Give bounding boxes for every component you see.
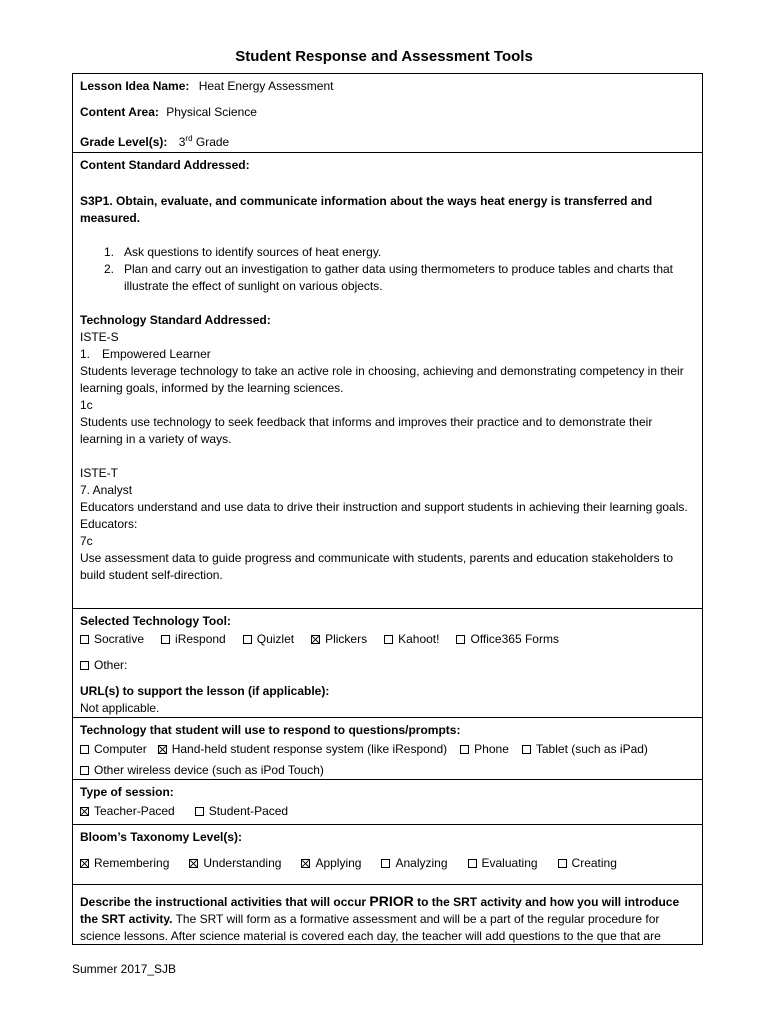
lesson-idea-row (80, 78, 695, 95)
tool-option-other[interactable] (80, 657, 127, 674)
checkbox[interactable] (80, 661, 89, 670)
content-area-row (80, 104, 695, 121)
tool-options (80, 630, 695, 648)
checkbox-checked[interactable] (301, 859, 310, 868)
respond-other-row (80, 758, 695, 779)
checkbox[interactable] (243, 635, 252, 644)
blooms-option-remembering[interactable] (80, 855, 169, 872)
blooms-option-label: Creating (571, 856, 617, 870)
respond-option-label: Tablet (such as iPad) (535, 742, 648, 756)
tool-option-label: Kahoot! (398, 632, 440, 646)
iste-s-label: ISTE-S (80, 330, 119, 344)
analyst-label: 7. Analyst (80, 483, 133, 497)
tool-option-label: Plickers (325, 632, 368, 646)
blooms-cell (73, 825, 702, 885)
tool-option-socrative[interactable] (80, 631, 144, 648)
analyst-desc: Educators understand and use data to drive their instruction and support students in achieving their learning goals. Educators: (80, 500, 688, 531)
checkbox[interactable] (460, 745, 469, 754)
checkbox[interactable] (195, 807, 204, 816)
tech-standard-heading: Technology Standard Addressed: (80, 313, 271, 327)
grade-level-value (179, 135, 230, 149)
blooms-option-understanding[interactable] (189, 855, 281, 872)
blooms-option-creating[interactable] (558, 855, 617, 872)
tool-other-label: Other: (94, 658, 128, 672)
footer-note: Summer 2017_SJB (72, 962, 177, 976)
prior-answer: The SRT will form as a formative assessment and will be a part of the regular procedure for science lessons. After science material is covered each day, the teacher will add questions to the que that are (80, 912, 661, 943)
tool-option-label: Socrative (94, 632, 145, 646)
list-item-text: Plan and carry out an investigation to gather data using thermometers to produce tables and charts that illustrate the effect of sunlight on various objects. (124, 262, 673, 293)
url-heading: URL(s) to support the lesson (if applicable): (80, 684, 330, 698)
tool-option-plickers[interactable] (311, 631, 367, 648)
standards-cell (73, 153, 702, 609)
blooms-heading: Bloom’s Taxonomy Level(s): (80, 830, 243, 844)
session-cell (73, 780, 702, 825)
tool-option-kahoot[interactable] (384, 631, 439, 648)
checkbox[interactable] (80, 745, 89, 754)
respond-option-handheld[interactable] (158, 741, 447, 758)
prior-activities-cell (73, 885, 702, 945)
tool-option-quizlet[interactable] (243, 631, 294, 648)
grade-level-label: Grade Level(s): (80, 135, 168, 149)
checkbox[interactable] (522, 745, 531, 754)
checkbox[interactable] (161, 635, 170, 644)
blooms-option-analyzing[interactable] (381, 855, 447, 872)
respond-option-label: Phone (474, 742, 509, 756)
list-item-text: Ask questions to identify sources of heat energy. (124, 245, 382, 259)
iste-t-label: ISTE-T (80, 466, 118, 480)
respond-option-label: Other wireless device (such as iPod Touch) (94, 763, 324, 777)
blooms-option-label: Applying (315, 856, 362, 870)
checkbox-checked[interactable] (189, 859, 198, 868)
blooms-option-label: Remembering (94, 856, 170, 870)
tool-other-row (80, 657, 695, 674)
blooms-option-label: Analyzing (395, 856, 448, 870)
code-7c: 7c (80, 534, 93, 548)
session-option-label: Student-Paced (208, 804, 289, 818)
respond-option-tablet[interactable] (522, 741, 648, 758)
prior-question-after: to the SRT activity and how you will introduce the SRT activity. (80, 895, 680, 926)
respond-heading: Technology that student will use to respond to questions/prompts: (80, 723, 461, 737)
url-value: Not applicable. (80, 701, 160, 715)
desc-1c: Students use technology to seek feedback that informs and improves their practice and to demonstrate their learning in a variety of ways. (80, 415, 653, 446)
content-area-label: Content Area: (80, 105, 159, 119)
respond-cell (73, 718, 702, 780)
empowered-learner: 1. Empowered Learner (80, 347, 211, 361)
lesson-info-cell (73, 74, 702, 153)
grade-word: Grade (195, 135, 230, 149)
lesson-idea-value: Heat Energy Assessment (198, 79, 334, 93)
grade-suffix: rd (185, 134, 193, 143)
tool-option-label: Office365 Forms (470, 632, 559, 646)
respond-option-label: Hand-held student response system (like iRespond) (171, 742, 448, 756)
content-standard-text: S3P1. Obtain, evaluate, and communicate information about the ways heat energy is transferred and measured. (80, 194, 653, 225)
session-option-teacher-paced[interactable] (80, 803, 175, 820)
grade-level-row (80, 130, 695, 151)
session-options (80, 801, 695, 820)
content-standard-list (80, 244, 695, 295)
checkbox[interactable] (384, 635, 393, 644)
tool-option-label: iRespond (175, 632, 226, 646)
tool-heading: Selected Technology Tool: (80, 614, 231, 628)
checkbox-checked[interactable] (80, 859, 89, 868)
blooms-options (80, 855, 695, 872)
checkbox[interactable] (80, 635, 89, 644)
blooms-option-label: Understanding (203, 856, 282, 870)
checkbox[interactable] (80, 766, 89, 775)
prior-keyword: PRIOR (369, 893, 414, 909)
blooms-option-evaluating[interactable] (468, 855, 538, 872)
blooms-option-label: Evaluating (481, 856, 538, 870)
checkbox[interactable] (381, 859, 390, 868)
empowered-learner-desc: Students leverage technology to take an active role in choosing, achieving and demonstrating competency in their learning goals, informed by the learning sciences. (80, 364, 684, 395)
assessment-form (72, 73, 703, 945)
respond-option-label: Computer (94, 742, 147, 756)
session-option-label: Teacher-Paced (94, 804, 175, 818)
grade-number: 3 (178, 135, 186, 149)
prior-question-before: Describe the instructional activities that will occur (80, 895, 367, 909)
list-item (80, 261, 695, 295)
page-title: Student Response and Assessment Tools (235, 48, 533, 65)
session-option-student-paced[interactable] (195, 803, 288, 820)
lesson-idea-label: Lesson Idea Name: (80, 79, 190, 93)
content-standard-heading: Content Standard Addressed: (80, 158, 250, 172)
desc-7c: Use assessment data to guide progress and communicate with students, parents and education stakeholders to build student self-direction. (80, 551, 674, 582)
tool-cell (73, 609, 702, 718)
respond-option-phone[interactable] (460, 741, 509, 758)
checkbox[interactable] (468, 859, 477, 868)
session-heading: Type of session: (80, 785, 174, 799)
tool-option-irespond[interactable] (161, 631, 226, 648)
list-item (80, 244, 695, 261)
list-item-number: 2. (104, 262, 115, 276)
checkbox[interactable] (456, 635, 465, 644)
code-1c: 1c (80, 398, 93, 412)
respond-option-other-wireless[interactable] (80, 762, 324, 779)
checkbox-checked[interactable] (158, 745, 167, 754)
respond-option-computer[interactable] (80, 741, 147, 758)
tool-option-office365[interactable] (456, 631, 558, 648)
checkbox-checked[interactable] (311, 635, 320, 644)
tool-option-label: Quizlet (256, 632, 295, 646)
checkbox-checked[interactable] (80, 807, 89, 816)
checkbox[interactable] (558, 859, 567, 868)
content-area-value: Physical Science (166, 105, 257, 119)
list-item-number: 1. (104, 245, 115, 259)
respond-options (80, 739, 695, 758)
blooms-option-applying[interactable] (301, 855, 361, 872)
